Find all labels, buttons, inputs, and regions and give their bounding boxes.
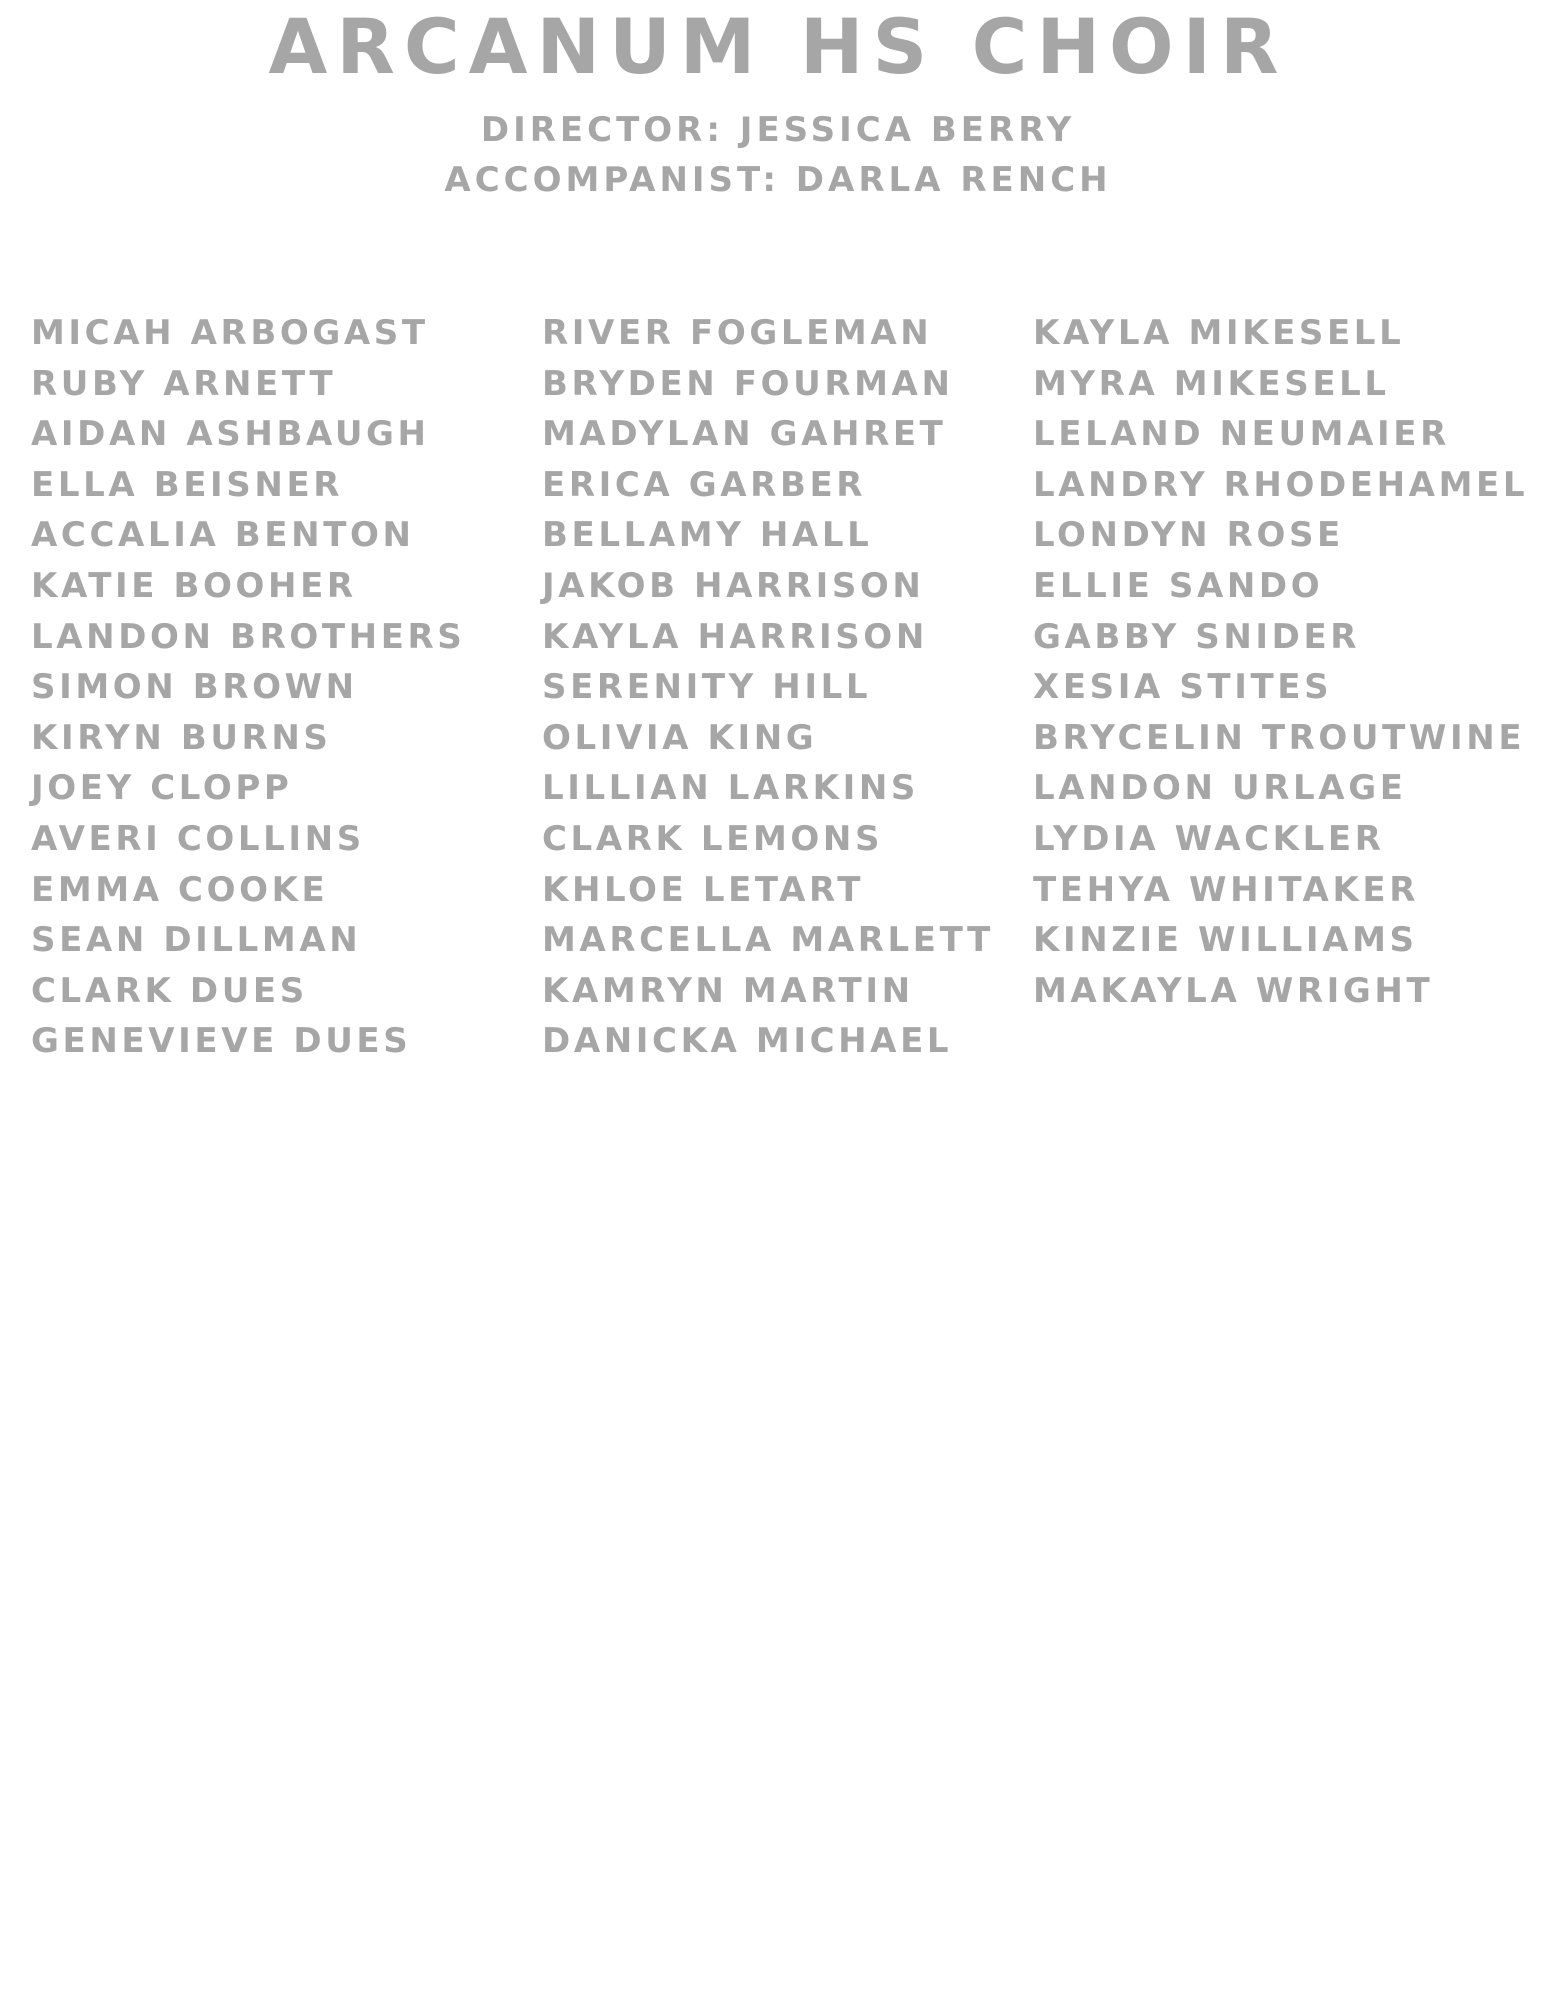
member-name: KAYLA HARRISON	[542, 616, 928, 657]
member-name: KIRYN BURNS	[31, 717, 332, 758]
member-name: SEAN DILLMAN	[31, 920, 362, 961]
member-name: MARCELLA MARLETT	[542, 920, 994, 961]
member-name: ACCALIA BENTON	[31, 515, 415, 556]
member-name: AVERI COLLINS	[31, 818, 365, 859]
member-name: RUBY ARNETT	[31, 363, 337, 404]
member-name: KAMRYN MARTIN	[542, 970, 914, 1011]
member-name: MICAH ARBOGAST	[31, 313, 429, 353]
member-name: CLARK LEMONS	[542, 818, 884, 859]
member-name: LYDIA WACKLER	[1033, 818, 1385, 859]
member-name: LANDON URLAGE	[1033, 768, 1407, 809]
member-name: KAYLA MIKESELL	[1033, 313, 1405, 353]
accompanist-line: ACCOMPANIST: DARLA RENCH	[444, 160, 1112, 200]
member-name: LANDRY RHODEHAMEL	[1033, 464, 1529, 505]
roster-column-1	[31, 308, 465, 1067]
roster-column-3	[1033, 308, 1528, 1016]
member-name: MAKAYLA WRIGHT	[1033, 970, 1434, 1011]
member-name: SIMON BROWN	[31, 667, 358, 708]
member-name: ERICA GARBER	[542, 464, 867, 505]
member-name: SERENITY HILL	[542, 667, 872, 708]
member-name: BRYDEN FOURMAN	[542, 363, 954, 404]
member-name: KHLOE LETART	[542, 869, 865, 910]
member-name: LELAND NEUMAIER	[1033, 414, 1450, 455]
roster-column-2	[542, 308, 994, 1067]
member-name: KATIE BOOHER	[31, 565, 357, 606]
member-name: RIVER FOGLEMAN	[542, 313, 933, 353]
member-name: MADYLAN GAHRET	[542, 414, 947, 455]
page-title: ARCANUM HS CHOIR	[268, 2, 1288, 91]
member-name: BRYCELIN TROUTWINE	[1033, 717, 1526, 758]
member-name: BELLAMY HALL	[542, 515, 873, 556]
member-name: LANDON BROTHERS	[31, 616, 466, 657]
member-name: GABBY SNIDER	[1033, 616, 1361, 657]
member-name: EMMA COOKE	[31, 869, 329, 910]
member-name: JAKOB HARRISON	[542, 565, 925, 606]
member-name: DANICKA MICHAEL	[542, 1021, 953, 1062]
member-name: CLARK DUES	[31, 970, 308, 1011]
member-name: OLIVIA KING	[542, 717, 818, 758]
member-name: MYRA MIKESELL	[1033, 363, 1390, 404]
member-name: XESIA STITES	[1033, 667, 1333, 708]
member-name: AIDAN ASHBAUGH	[31, 414, 430, 455]
member-name: GENEVIEVE DUES	[31, 1021, 412, 1062]
member-name: LILLIAN LARKINS	[542, 768, 919, 809]
director-line: DIRECTOR: JESSICA BERRY	[480, 110, 1076, 150]
member-name: JOEY CLOPP	[31, 768, 293, 809]
member-name: LONDYN ROSE	[1033, 515, 1344, 556]
member-name: KINZIE WILLIAMS	[1033, 920, 1418, 961]
member-name: ELLIE SANDO	[1033, 565, 1324, 606]
member-name: TEHYA WHITAKER	[1033, 869, 1420, 910]
member-name: ELLA BEISNER	[31, 464, 344, 505]
